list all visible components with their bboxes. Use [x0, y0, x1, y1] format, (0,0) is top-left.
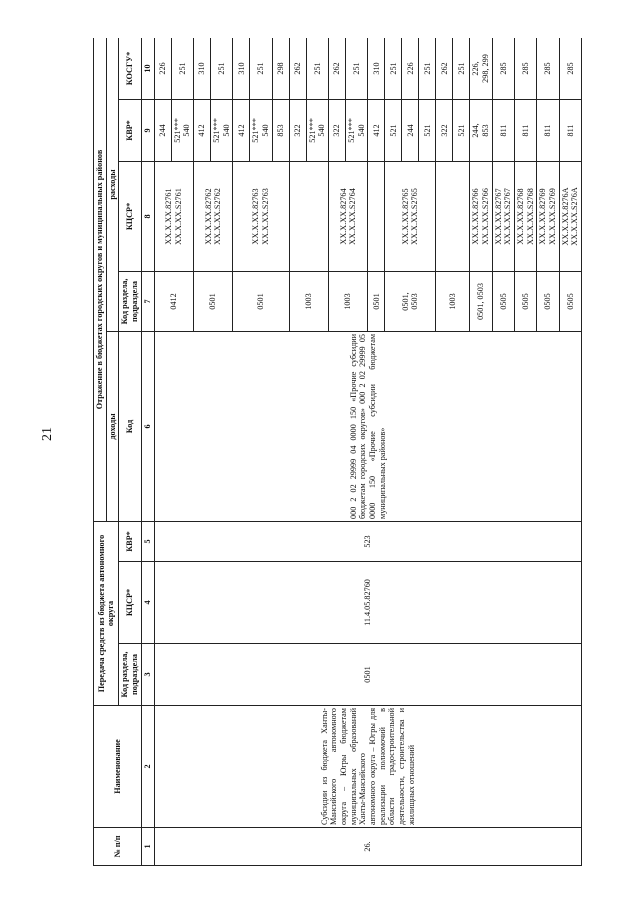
- kcsr-code: XX.X.XX.82763: [251, 188, 261, 245]
- col-number: 10: [141, 38, 154, 99]
- header-income-code: Код: [119, 331, 141, 521]
- expense-kcsr: [385, 161, 436, 271]
- col-number: 8: [141, 161, 154, 271]
- kcsr-code: XX.X.XX.82762: [203, 188, 213, 245]
- expense-kvr: 811: [537, 99, 559, 161]
- expense-kcsr: [492, 161, 514, 271]
- header-reflection-group: Отражение в бюджетах городских округов и муниципальных районов: [94, 38, 107, 521]
- col-number: 6: [141, 331, 154, 521]
- expense-kvr: 244: [402, 99, 419, 161]
- kosgu: 251: [453, 38, 470, 99]
- header-income-group: доходы: [106, 331, 119, 521]
- kosgu: 262: [329, 38, 346, 99]
- kosgu: 226: [402, 38, 419, 99]
- kcsr-code: XX.X.XX.S2762: [213, 188, 223, 245]
- expense-razdel: 0412: [154, 271, 193, 331]
- expense-kcsr: [233, 161, 289, 271]
- kcsr-code: XX.X.XX.S276A: [570, 187, 580, 246]
- row-name: Субсидии из бюджета Ханты-Мансийского автономного округа – Югры бюджетам муниципальных образований Ханты-Мансийского автономного округа – Югры для реализации полномочий в области градостроительной деятельности, строительства и жилищных отношений: [154, 706, 581, 828]
- expense-kvr: 811: [559, 99, 581, 161]
- expense-kcsr: [289, 161, 328, 271]
- expense-kcsr: [154, 161, 193, 271]
- header-expense-group: расходы: [106, 38, 119, 331]
- expense-kvr: 853: [272, 99, 289, 161]
- rotated-table-container: [93, 38, 603, 866]
- expense-kvr: 811: [515, 99, 537, 161]
- expense-kcsr: [329, 161, 368, 271]
- transfer-kcsr: 11.4.05.82760: [154, 562, 581, 644]
- transfer-razdel: 0501: [154, 644, 581, 706]
- expense-razdel: 0501: [194, 271, 233, 331]
- kosgu: 285: [492, 38, 514, 99]
- expense-kvr: 244, 853: [470, 99, 492, 161]
- kcsr-code: XX.X.XX.82766: [471, 188, 481, 245]
- kosgu: 251: [171, 38, 193, 99]
- kcsr-code: XX.X.XX.S2763: [261, 188, 271, 245]
- expense-kcsr: [470, 161, 492, 271]
- income-code: 000 2 02 29999 04 0000 150 «Прочие субсидии бюджетам городских округов» 000 2 02 29999 05 0000 150 «Прочие субсидии бюджетам муниципальных районов»: [154, 331, 581, 521]
- kosgu: 251: [385, 38, 402, 99]
- expense-razdel: 0505: [515, 271, 537, 331]
- kosgu: 285: [537, 38, 559, 99]
- kosgu: 310: [233, 38, 250, 99]
- expense-kvr: 322: [289, 99, 306, 161]
- column-number-row: [141, 38, 154, 866]
- expense-razdel: 0505: [537, 271, 559, 331]
- col-number: 1: [141, 828, 154, 866]
- kosgu: 285: [559, 38, 581, 99]
- kcsr-code: XX.X.XX.82764: [338, 188, 348, 245]
- expense-razdel: 1003: [329, 271, 368, 331]
- expense-razdel: 1003: [436, 271, 470, 331]
- col-number: 2: [141, 706, 154, 828]
- expense-kvr: 521*** 540: [306, 99, 328, 161]
- expense-kcsr: [515, 161, 537, 271]
- kosgu: 310: [368, 38, 385, 99]
- kcsr-code: XX.X.XX.S2761: [173, 188, 183, 245]
- expense-kvr: 322: [436, 99, 453, 161]
- kcsr-code: XX.X.XX.8276A: [560, 187, 570, 246]
- kosgu: 251: [306, 38, 328, 99]
- expense-kvr: 244: [154, 99, 171, 161]
- expense-kvr: 521*** 540: [211, 99, 233, 161]
- kcsr-code: XX.X.XX.S2766: [481, 188, 491, 245]
- expense-kcsr: [559, 161, 581, 271]
- kcsr-code: XX.X.XX.82765: [400, 188, 410, 245]
- table-row: [154, 38, 171, 866]
- document-sheet: [93, 38, 603, 866]
- header-name: Наименование: [94, 706, 142, 828]
- header-num: № п/п: [94, 828, 142, 866]
- kosgu: 310: [194, 38, 211, 99]
- expense-kvr: 412: [233, 99, 250, 161]
- kosgu: 251: [211, 38, 233, 99]
- header-transfer-razdel: Код раздела, подраздела: [119, 644, 141, 706]
- kosgu: 285: [515, 38, 537, 99]
- expense-razdel: 0501: [368, 271, 385, 331]
- header-expense-kcsr: КЦСР*: [119, 161, 141, 271]
- kosgu: 298: [272, 38, 289, 99]
- kosgu: 251: [250, 38, 272, 99]
- transfer-kvr: 523: [154, 521, 581, 561]
- table-body: [154, 38, 581, 866]
- expense-razdel: 0501: [233, 271, 289, 331]
- expense-kvr: 412: [368, 99, 385, 161]
- kcsr-code: XX.X.XX.S2768: [525, 188, 535, 245]
- expense-kvr: 521*** 540: [250, 99, 272, 161]
- header-expense-razdel: Код раздела, подраздела: [119, 271, 141, 331]
- expense-kvr: 811: [492, 99, 514, 161]
- col-number: 7: [141, 271, 154, 331]
- expense-kvr: 322: [329, 99, 346, 161]
- expense-kvr: 412: [194, 99, 211, 161]
- kcsr-code: XX.X.XX.82769: [538, 188, 548, 245]
- expense-kvr: 521: [419, 99, 436, 161]
- kcsr-code: XX.X.XX.S2769: [548, 188, 558, 245]
- expense-kcsr: [436, 161, 470, 271]
- col-number: 9: [141, 99, 154, 161]
- expense-kcsr: [194, 161, 233, 271]
- kcsr-code: XX.X.XX.82761: [164, 188, 174, 245]
- kosgu: 251: [346, 38, 368, 99]
- col-number: 3: [141, 644, 154, 706]
- header-transfer-group: Передача средств из бюджета автономного округа: [94, 521, 119, 705]
- budget-table: [93, 38, 582, 866]
- expense-kcsr: [537, 161, 559, 271]
- expense-kcsr: [368, 161, 385, 271]
- kcsr-code: XX.X.XX.82767: [493, 188, 503, 245]
- kosgu: 251: [419, 38, 436, 99]
- expense-razdel: 1003: [289, 271, 328, 331]
- kcsr-code: XX.X.XX.82768: [516, 188, 526, 245]
- kosgu: 226: [154, 38, 171, 99]
- page-number: 21: [40, 427, 55, 441]
- expense-kvr: 521: [453, 99, 470, 161]
- expense-kvr: 521*** 540: [346, 99, 368, 161]
- kosgu: 226, 298, 299: [470, 38, 492, 99]
- kcsr-code: XX.X.XX.S2764: [348, 188, 358, 245]
- header-transfer-kcsr: КЦСР*: [119, 562, 141, 644]
- header-kosgu: КОСГУ*: [119, 38, 141, 99]
- kosgu: 262: [436, 38, 453, 99]
- expense-razdel: 0501, 0503: [385, 271, 436, 331]
- expense-kvr: 521*** 540: [171, 99, 193, 161]
- kcsr-code: XX.X.XX.S2765: [410, 188, 420, 245]
- expense-kvr: 521: [385, 99, 402, 161]
- expense-razdel: 0505: [492, 271, 514, 331]
- header-transfer-kvr: КВР*: [119, 521, 141, 561]
- kcsr-code: XX.X.XX.S2767: [503, 188, 513, 245]
- expense-razdel: 0505: [559, 271, 581, 331]
- col-number: 5: [141, 521, 154, 561]
- expense-razdel: 0501, 0503: [470, 271, 492, 331]
- kosgu: 262: [289, 38, 306, 99]
- header-expense-kvr: КВР*: [119, 99, 141, 161]
- row-number: 26.: [154, 828, 581, 866]
- col-number: 4: [141, 562, 154, 644]
